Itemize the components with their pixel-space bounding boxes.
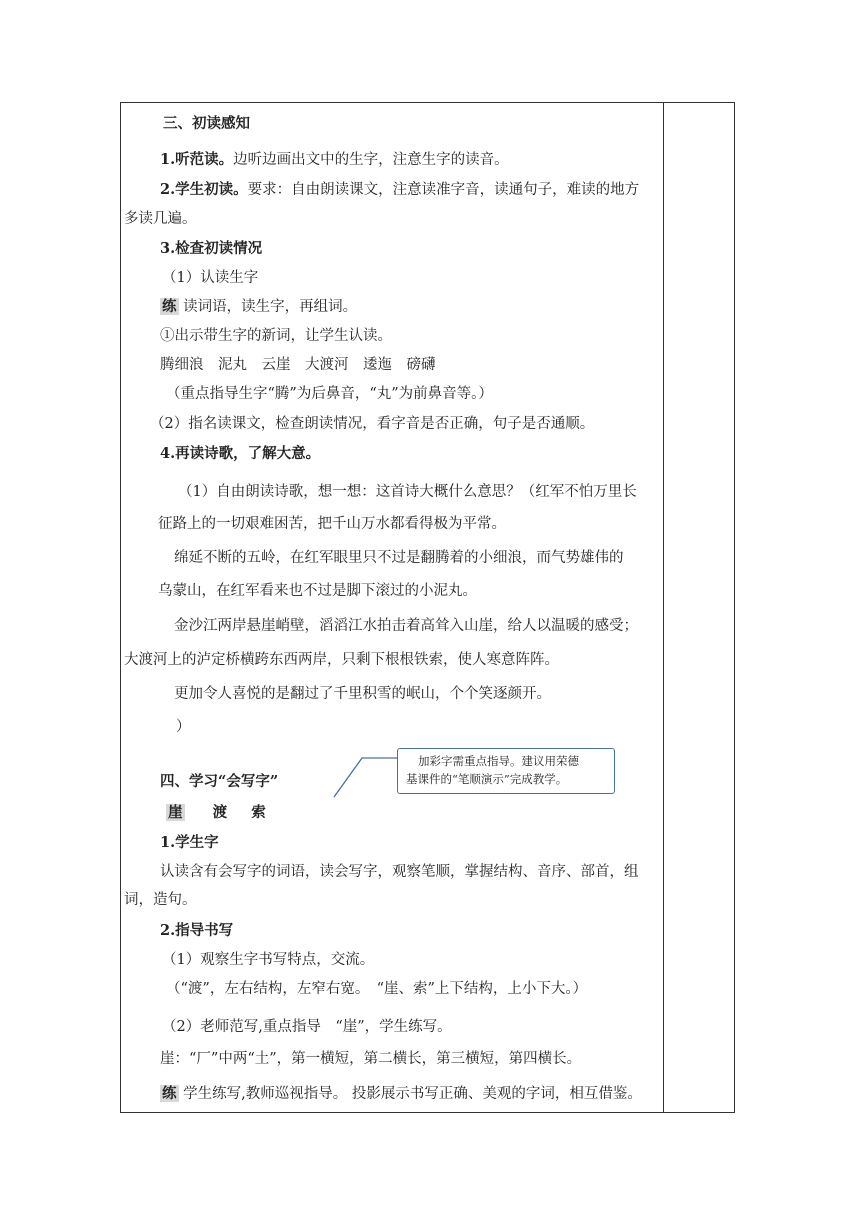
s4-item1-title: 1.学生字 [160,834,219,851]
item1-line [160,150,509,170]
focus-note: （重点指导生字“腾”为后鼻音，“丸”为前鼻音等。） [166,386,493,402]
practice-line-2 [160,1084,642,1104]
close-paren: ） [176,719,191,735]
para3-line1: 金沙江两岸悬崖峭壁，滔滔江水拍击着高耸入山崖，给人以温暖的感受； [174,618,638,634]
sub1-recognize: （1）认读生字 [162,270,259,286]
practice-text-2: 学生练写,教师巡视指导。 投影展示书写正确、美观的字词，相互借鉴。 [183,1086,642,1102]
item3-title: 3.检查初读情况 [160,240,263,257]
item2-line [160,180,639,200]
section4-heading: 四、学习“会写字” [160,773,279,790]
stroke-guide: 崖：“厂”中两“土”，第一横短，第二横长，第三横短，第四横长。 [160,1051,582,1067]
s4-sub2: （2）老师范写,重点指导 “崖”，学生练写。 [162,1019,452,1035]
para2-line1: 绵延不断的五岭，在红军眼里只不过是翻腾着的小细浪，而气势雄伟的 [174,550,624,566]
char-suo: 索 [251,804,266,821]
item2-title: 2.学生初读。 [160,181,248,198]
column-divider [663,102,664,1113]
note-line1: 加彩字需重点指导。建议用荣德 [418,754,579,768]
char-du: 渡 [212,804,228,821]
practice-mark-2: 练 [162,1085,177,1102]
teaching-note-box [397,748,615,794]
item1-title: 1.听范读。 [160,151,234,168]
s4-item1-line1: 认读含有会写字的词语，读会写字，观察笔顺，掌握结构、音序、部首，组 [160,864,639,880]
item2-text: 要求：自由朗读课文，注意读准字音，读通句子，难读的地方 [247,182,640,198]
item1-text: 边听边画出文中的生字，注意生字的读音。 [233,152,509,168]
s4-item2-title: 2.指导书写 [160,922,234,939]
para4: 更加令人喜悦的是翻过了千里积雪的岷山，个个笑逐颜开。 [174,686,551,702]
structure-note: （“渡”，左右结构，左窄右宽。 “崖、索”上下结构，上小下大。） [166,981,588,997]
write-chars [166,803,266,823]
item4-title: 4.再读诗歌，了解大意。 [160,445,321,462]
show-words: ①出示带生字的新词，让学生认读。 [160,328,392,344]
sub2-read: （2）指名读课文，检查朗读情况，看字音是否正确，句子是否通顺。 [150,416,595,432]
note-line2: 基课件的“笔顺演示”完成教学。 [406,772,568,786]
s4-item1-line2: 词，造句。 [124,892,197,908]
word-list: 腾细浪 泥丸 云崖 大渡河 逶迤 磅礴 [160,357,436,373]
char-ya: 崖 [168,804,183,821]
practice-line-1 [160,297,357,317]
item2-cont: 多读几遍。 [124,211,197,227]
practice-text: 读词语，读生字，再组词。 [183,299,358,315]
s4-sub1: （1）观察生字书写特点，交流。 [162,952,375,968]
section3-heading: 三、初读感知 [163,115,250,132]
practice-mark: 练 [162,298,177,315]
para1-line2: 征路上的一切艰难困苦，把千山万水都看得极为平常。 [158,516,506,532]
para2-line2: 乌蒙山，在红军看来也不过是脚下滚过的小泥丸。 [158,583,477,599]
para3-line2: 大渡河上的泸定桥横跨东西两岸，只剩下根根铁索，使人寒意阵阵。 [124,652,559,668]
para1-line1: （1）自由朗读诗歌，想一想：这首诗大概什么意思？（红军不怕万里长 [178,484,637,500]
